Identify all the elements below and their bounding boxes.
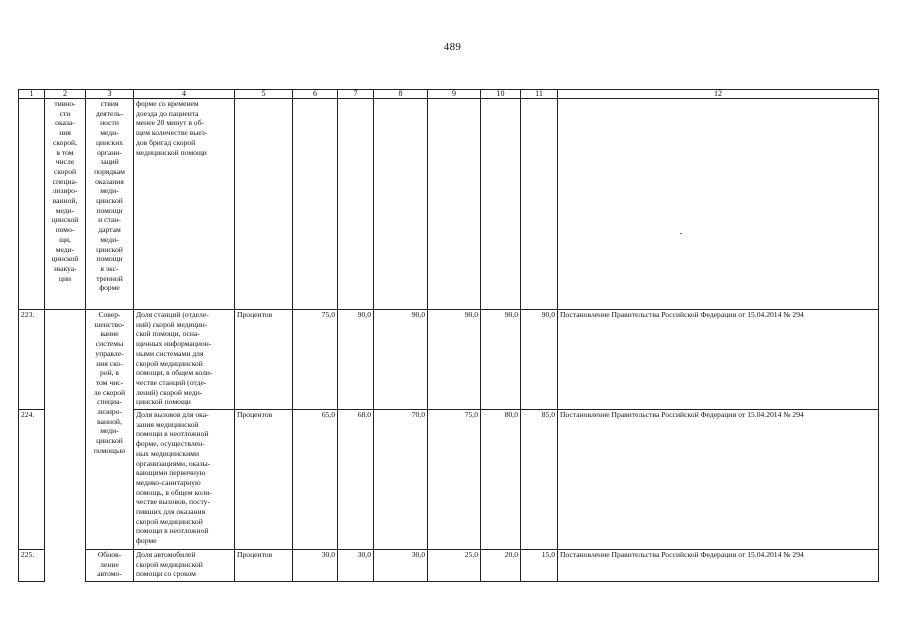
cell-indicator-name [134, 410, 235, 550]
text-line: помощью [93, 445, 126, 455]
cell-source: Постановление Правительства Российской Федерации от 15.04.2014 № 294 [558, 550, 879, 582]
text-line: ле скорой [93, 387, 126, 397]
cell-num: 224. [19, 410, 45, 550]
col-header: 11 [521, 90, 558, 99]
text-line: менее 20 минут в об- [136, 118, 204, 128]
text-line: меди- [100, 128, 119, 138]
col-header: 10 [481, 90, 521, 99]
text-line: ности [100, 118, 119, 128]
cell-value: 15,0 [521, 550, 558, 582]
text-line: помо- [55, 225, 75, 235]
cell-source: Постановление Правительства Российской Федерации от 15.04.2014 № 294 [558, 410, 879, 550]
cell-value: 85,0 [521, 410, 558, 550]
cell-value [374, 99, 428, 310]
cell-unit: Процентов [235, 550, 293, 582]
cell-indicator-name [134, 550, 235, 582]
text-line: в экс- [100, 263, 119, 273]
text-line: меди- [100, 234, 119, 244]
text-line: и стан- [98, 215, 121, 225]
cell-indicator-name [134, 310, 235, 410]
text-line: помощь, в общем коли- [136, 487, 212, 497]
col-header: 5 [235, 90, 293, 99]
text-line: цинской [96, 436, 123, 446]
text-line: управле- [95, 348, 124, 358]
text-line: щи, [59, 234, 71, 244]
text-line: тивно- [54, 99, 76, 108]
text-line: цинской [96, 196, 123, 206]
text-line: медико-санитарную [136, 477, 201, 487]
text-line: помощи в неотложной [136, 429, 209, 439]
text-line: цинской [51, 254, 79, 264]
text-line: специа- [52, 176, 78, 186]
text-line: цинской [51, 215, 79, 225]
text-line: меди- [55, 244, 75, 254]
cell-task [86, 550, 134, 582]
table-row [19, 550, 879, 582]
text-line: медицинской помощи [136, 147, 207, 157]
text-line: форме, осуществлен- [136, 439, 205, 449]
text-line: помощи со сроком [136, 569, 196, 579]
text-line: форме [99, 283, 120, 293]
text-line: форме [136, 536, 157, 546]
text-line: ванной, [97, 416, 122, 426]
text-line: в том [56, 147, 74, 157]
text-line: ных медицинскими [136, 448, 200, 458]
text-line: зания медицинской [136, 419, 199, 429]
cell-value [521, 99, 558, 310]
text-line: тренной [96, 273, 123, 283]
cell-value: 30,0 [293, 550, 338, 582]
text-line: цинской помощи [136, 397, 191, 407]
text-line: числе [55, 157, 75, 167]
text-line: скорой медицинской [136, 559, 203, 569]
cell-unit: Процентов [235, 310, 293, 410]
cell-value [428, 99, 481, 310]
text-line: цинских [95, 137, 124, 147]
cell-task [86, 310, 134, 550]
cell-value: 68,0 [338, 410, 374, 550]
col-header: 4 [134, 90, 235, 99]
cell-unit: Процентов [235, 410, 293, 550]
text-line: честве вызовов, посту- [136, 497, 210, 507]
text-line: вающими первичную [136, 468, 206, 478]
cell-unit [235, 99, 293, 310]
text-line: щем количестве выез- [136, 128, 208, 138]
column-number-row [19, 90, 879, 99]
col-header: 8 [374, 90, 428, 99]
text-line: ванной, [52, 196, 78, 206]
cell-value: 30,0 [338, 550, 374, 582]
text-line: дартам [98, 225, 121, 235]
cell-num [19, 99, 45, 310]
text-line: ния [59, 128, 71, 138]
indicators-table [18, 89, 879, 582]
col-header: 1 [19, 90, 45, 99]
cell-value [338, 99, 374, 310]
cell-task [86, 99, 134, 310]
text-line: доезда до пациента [136, 108, 199, 118]
cell-value: 65,0 [293, 410, 338, 550]
cell-source: Постановление Правительства Российской Федерации от 15.04.2014 № 294 [558, 310, 879, 410]
text-line: органи- [97, 147, 122, 157]
cell-num: 223. [19, 310, 45, 410]
text-line: помощи [96, 205, 123, 215]
col-header: 2 [45, 90, 86, 99]
text-line: ния ско- [96, 358, 123, 368]
text-line: скорой медицинской [136, 358, 203, 368]
cell-num: 225. [19, 550, 45, 582]
col-header: 9 [428, 90, 481, 99]
text-line: сти [59, 108, 71, 118]
cell-value: 75,0 [428, 410, 481, 550]
cell-value: 90,0 [521, 310, 558, 410]
text-line: Доля вызовов для ока- [136, 410, 209, 419]
col-header: 7 [338, 90, 374, 99]
cell-value: 90,0 [481, 310, 521, 410]
text-line: Обнов- [97, 550, 122, 559]
text-line: меди- [100, 186, 119, 196]
col-header: 6 [293, 90, 338, 99]
text-line: лений) скорой меди- [136, 387, 203, 397]
text-line: ции [58, 273, 72, 283]
cell-value: 30,0 [374, 550, 428, 582]
text-line: лизиро- [52, 186, 78, 196]
text-line: системы [95, 339, 124, 349]
cell-indicator-group [45, 99, 86, 310]
text-line: заций [100, 157, 119, 167]
text-line: меди- [100, 426, 119, 436]
cell-value [481, 99, 521, 310]
table-row [19, 410, 879, 550]
page-number: 489 [443, 41, 462, 53]
text-line: Совер- [98, 310, 121, 319]
text-line: оказа- [55, 118, 75, 128]
text-line: ний) скорой медицин- [136, 319, 208, 329]
text-line: помощи, в общем коли- [136, 368, 213, 378]
text-line: эвакуа- [53, 263, 77, 273]
text-line: Доля автомобилей [136, 550, 196, 559]
text-line: щенных информацион- [136, 339, 212, 349]
scan-speck [680, 233, 682, 234]
text-line: порядкам [94, 166, 125, 176]
text-line: пивших для оказания [136, 507, 206, 517]
text-line: рой, в [99, 368, 120, 378]
text-line: форме со временем [136, 99, 199, 108]
text-line: том чис- [95, 377, 124, 387]
text-line: специа- [97, 397, 122, 407]
cell-value: 75,0 [293, 310, 338, 410]
cell-value: 90,0 [338, 310, 374, 410]
text-line: скорой медицинской [136, 516, 203, 526]
text-line: ствия [100, 99, 119, 108]
text-line: помощи [96, 254, 123, 264]
cell-indicator-group [45, 310, 86, 582]
cell-source [558, 99, 879, 310]
text-line: ской помощи, осна- [136, 329, 200, 339]
text-line: меди- [55, 205, 75, 215]
text-line: ление [100, 559, 119, 569]
col-header: 3 [86, 90, 134, 99]
text-line: шенство- [94, 319, 125, 329]
cell-value: 90,0 [374, 310, 428, 410]
text-line: помощи в неотложной [136, 526, 209, 536]
text-line: скорой, [52, 137, 78, 147]
cell-value: 90,0 [428, 310, 481, 410]
text-line: ными системами для [136, 348, 204, 358]
cell-value: 20,0 [481, 550, 521, 582]
text-line: оказания [95, 176, 124, 186]
table-row [19, 310, 879, 410]
text-line: скорой [53, 166, 77, 176]
text-line: Доля станций (отделе- [136, 310, 209, 319]
cell-value [293, 99, 338, 310]
text-line: организациями, оказы- [136, 458, 211, 468]
text-line: дов бригад скорой [136, 137, 196, 147]
continuation-row [19, 99, 879, 310]
text-line: вание [100, 329, 119, 339]
cell-value: 25,0 [428, 550, 481, 582]
text-line: деятель- [95, 108, 124, 118]
text-line: честве станций (отде- [136, 377, 207, 387]
text-line: автомо- [97, 569, 122, 579]
cell-value: 80,0 [481, 410, 521, 550]
cell-value: 70,0 [374, 410, 428, 550]
text-line: цинской [96, 244, 123, 254]
text-line: лизиро- [96, 407, 123, 417]
col-header: 12 [558, 90, 879, 99]
cell-indicator-name [134, 99, 235, 310]
